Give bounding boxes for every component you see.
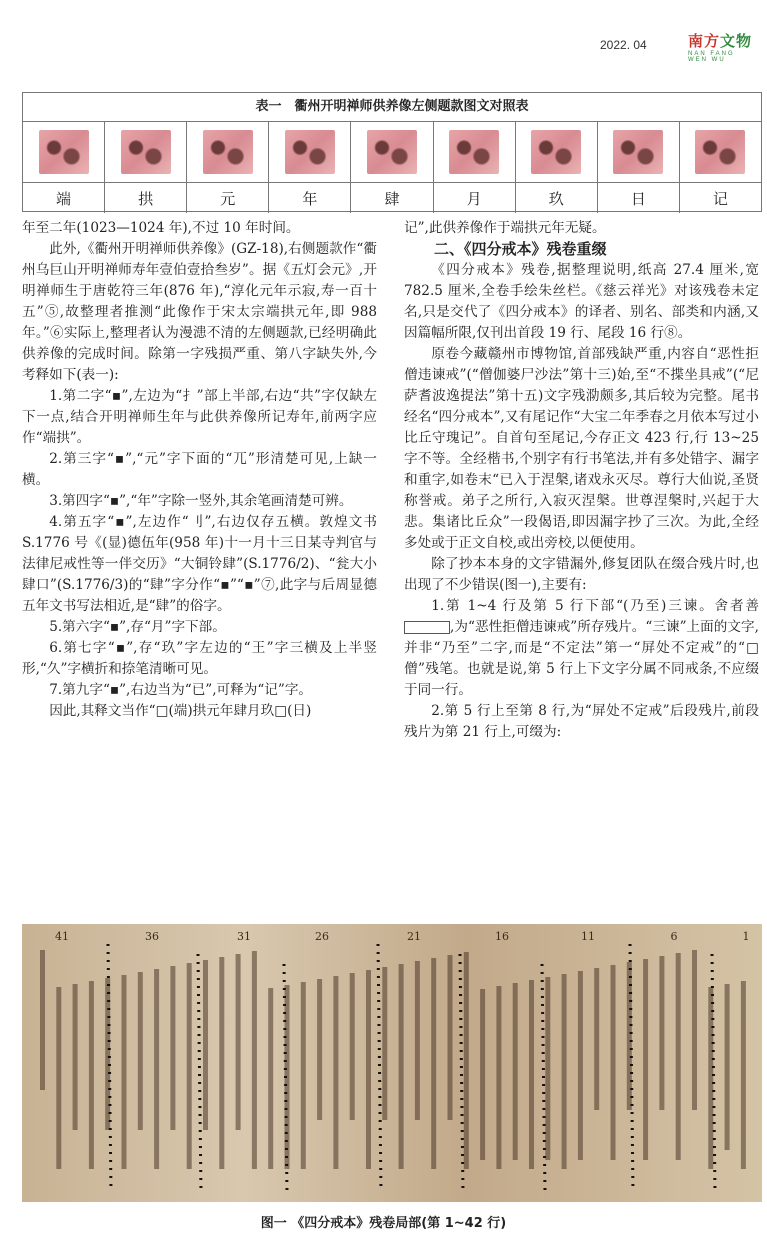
table-char-cell: 元 <box>187 183 269 213</box>
right-paragraphs <box>404 260 759 596</box>
manuscript-text-column <box>122 975 127 1169</box>
table-image-cell <box>269 122 351 182</box>
section-title: 二、《四分戒本》残卷重缀 <box>434 240 607 258</box>
inscription-fragment-image <box>39 130 89 174</box>
left-paragraph: 3.第四字“▪”,“年”字除一竖外,其余笔画清楚可辨。 <box>49 493 353 509</box>
manuscript-text-column <box>268 988 273 1169</box>
line-number-label: 21 <box>407 930 421 943</box>
right-item-2: 2.第 5 行上至第 8 行,为“屏处不定戒”后段残片,前段残片为第 21 行上,可缀为: <box>404 703 759 740</box>
left-paragraph: 7.第九字“▪”,右边当为“已”,可释为“记”字。 <box>49 682 313 698</box>
inscription-fragment-image <box>613 130 663 174</box>
left-paragraph: 因此,其释文当作“□(端)拱元年肆月玖□(日) <box>49 703 312 719</box>
manuscript-text-column <box>480 989 485 1160</box>
right-intro: 记”,此供养像作于端拱元年无疑。 <box>404 220 606 236</box>
logo-pinyin: NAN FANG WEN WU <box>688 51 735 63</box>
table-image-cell <box>351 122 433 182</box>
table-char-cell: 月 <box>434 183 516 213</box>
comparison-table <box>22 92 762 212</box>
splice-marker-line <box>542 964 545 1192</box>
table-image-cell <box>516 122 598 182</box>
table-char-cell: 年 <box>269 183 351 213</box>
table-image-cell <box>434 122 516 182</box>
right-paragraph: 原卷今藏赣州市博物馆,首部残缺严重,内容自“恶性拒僧违谏戒”(“僧伽婆尸沙法”第十三)始,至“不揲坐具戒”(“尼萨耆波逸提法”第十五)文字残泐颇多,其后较为完整。尾书经名“四分戒本”,又有尾记作“大宝二年季春之月依本写过小比丘守瑰记”。自首句至尾记,今存正文 423 行,行 13~25 字不等。全经楷书,个别字有行书笔法,并有多处错字、漏字和重字,如卷末“已入于涅槃,诸戏永灭尽。尊行大仙说,圣贤称誉戒。弟子之所行,入寂灭涅槃。世尊涅槃时,兴起于大悲。集诸比丘众”一段偈语,即因漏字抄了三次。为此,全经多处或于正文自校,或出旁校,以便使用。 <box>404 346 759 551</box>
table-char-cell: 肆 <box>351 183 433 213</box>
line-number-label: 1 <box>742 930 750 943</box>
inscription-fragment-image <box>285 130 335 174</box>
manuscript-text-column <box>513 983 518 1160</box>
manuscript-text-column <box>40 950 45 1090</box>
manuscript-text-column <box>138 972 143 1130</box>
splice-marker-line <box>460 954 463 1192</box>
table-image-cell <box>23 122 105 182</box>
manuscript-text-column <box>643 959 648 1160</box>
manuscript-image <box>22 924 762 1202</box>
manuscript-text-column <box>154 969 159 1169</box>
manuscript-text-column <box>545 977 550 1160</box>
manuscript-text-column <box>170 966 175 1130</box>
left-paragraph: 5.第六字“▪”,存“月”字下部。 <box>49 619 226 635</box>
left-paragraph: 6.第七字“▪”,存“玖”字左边的“王”字三横及上半竖形,“久”字横折和捺笔清晰可见。 <box>22 640 377 677</box>
blank-box <box>404 621 450 634</box>
table-char-cell: 日 <box>598 183 680 213</box>
manuscript-text-column <box>73 984 78 1130</box>
manuscript-text-column <box>725 984 730 1150</box>
left-paragraph: 年至二年(1023—1024 年),不过 10 年时间。 <box>22 220 300 236</box>
manuscript-text-column <box>578 971 583 1160</box>
manuscript-figure <box>22 924 762 1202</box>
manuscript-text-column <box>252 951 257 1169</box>
manuscript-text-column <box>431 958 436 1169</box>
table-image-cell <box>105 122 187 182</box>
table-image-cell <box>187 122 269 182</box>
table-char-cell: 记 <box>712 189 728 208</box>
table-image-cell <box>598 122 680 182</box>
manuscript-text-column <box>562 974 567 1169</box>
line-number-label: 11 <box>581 930 595 943</box>
left-paragraph: 4.第五字“▪”,左边作“刂”,右边仅存五横。敦煌文书 S.1776 号《(显)德伍年(958 年)十一月十三日某寺判官与法律尼戒性等一伴交历》“大铜铃肆”(S.1776/2)、“瓮大小肆口”(S.1776/3)的“肆”字分作“▪”“▪”⑦,此字与后周显德五年文书写法相近,是“肆”的俗字。 <box>22 514 377 614</box>
inscription-fragment-image <box>367 130 417 174</box>
left-column <box>22 218 377 722</box>
manuscript-text-column <box>219 957 224 1169</box>
manuscript-text-column <box>659 956 664 1110</box>
line-number-label: 41 <box>55 930 69 943</box>
line-number-label: 16 <box>495 930 509 943</box>
table-char-cell: 端 <box>23 183 105 213</box>
right-paragraph: 《四分戒本》残卷,据整理说明,纸高 27.4 厘米,宽 782.5 厘米,全卷手绘朱丝栏。《慈云祥光》对该残卷未定名,只是交代了《四分戒本》的译者、别名、部类和内涵,又因篇幅所限,仅刊出首段 19 行、尾段 16 行⑧。 <box>404 262 759 341</box>
right-column <box>404 218 759 743</box>
manuscript-text-column <box>496 986 501 1169</box>
manuscript-text-column <box>676 953 681 1160</box>
manuscript-text-column <box>89 981 94 1169</box>
line-number-label: 36 <box>145 930 159 943</box>
manuscript-text-column <box>708 987 713 1169</box>
splice-marker-line <box>198 954 201 1192</box>
journal-logo <box>688 30 758 64</box>
table-char-cell: 玖 <box>516 183 598 213</box>
manuscript-text-column <box>301 982 306 1169</box>
inscription-fragment-image <box>203 130 253 174</box>
table-image-cell <box>680 122 761 182</box>
manuscript-text-column <box>448 955 453 1120</box>
left-paragraph: 此外,《衢州开明禅师供养像》(GZ-18),右侧题款作“衢州乌巨山开明禅师寿年壹伯壹拾叁岁”。据《五灯会元》,开明禅师生于唐乾符三年(876 年),“淳化元年示寂,寿一百十五”⑤,故整理者推测“此像作于宋太宗端拱元年,即 988 年。”⑥实际上,整理者认为漫漶不清的左侧题款,已经明确此供养像的完成时间。除第一字残损严重、第八字缺失外,今考释如下(表一): <box>22 241 377 383</box>
manuscript-text-column <box>187 963 192 1169</box>
left-paragraph: 1.第二字“▪”,左边为“扌”部上半部,右边“共”字仅缺左下一点,结合开明禅师生年与此供养像所记寿年,前两字应作“端拱”。 <box>22 388 377 446</box>
manuscript-text-column <box>415 961 420 1120</box>
table-char-cell: 拱 <box>105 183 187 213</box>
manuscript-text-column <box>399 964 404 1169</box>
table-char-row <box>23 183 761 213</box>
manuscript-text-column <box>333 976 338 1169</box>
inscription-fragment-image <box>695 130 745 174</box>
line-number-label: 6 <box>670 930 678 943</box>
manuscript-text-column <box>611 965 616 1160</box>
figure-caption: 图一 《四分戒本》残卷局部(第 1~42 行) <box>260 1216 507 1231</box>
manuscript-text-column <box>203 960 208 1130</box>
splice-marker-line <box>378 944 381 1192</box>
manuscript-text-column <box>382 967 387 1120</box>
table-title: 表一 衢州开明禅师供养像左侧题款图文对照表 <box>23 93 761 122</box>
manuscript-text-column <box>366 970 371 1169</box>
manuscript-text-column <box>56 987 61 1169</box>
issue-number: 2022. 04 <box>600 38 647 52</box>
inscription-fragment-image <box>121 130 171 174</box>
left-paragraph: 2.第三字“▪”,“元”字下面的“兀”形清楚可见,上缺一横。 <box>22 451 377 488</box>
line-number-label: 26 <box>315 930 329 943</box>
table-image-row <box>23 122 761 183</box>
manuscript-text-column <box>594 968 599 1110</box>
inscription-fragment-image <box>531 130 581 174</box>
right-paragraph: 除了抄本本身的文字错漏外,修复团队在缀合残片时,也出现了不少错误(图一),主要有: <box>404 556 759 593</box>
manuscript-text-column <box>529 980 534 1169</box>
manuscript-text-column <box>350 973 355 1120</box>
manuscript-text-column <box>692 950 697 1110</box>
manuscript-text-column <box>741 981 746 1169</box>
line-number-label: 31 <box>237 930 251 943</box>
logo-text: 南方文物 <box>688 32 753 50</box>
manuscript-text-column <box>236 954 241 1130</box>
manuscript-text-column <box>464 952 469 1169</box>
inscription-fragment-image <box>449 130 499 174</box>
manuscript-text-column <box>317 979 322 1120</box>
right-item-1: 1.第 1~4 行及第 5 行下部“(乃至)三谏。舍者善,为“恶性拒僧违谏戒”所存残片。“三谏”上面的文字,并非“乃至”二字,而是“不定法”第一“屏处不定戒”的“□僧”残笔。也就是说,第 5 行上下文字分属不同戒条,不应缀于同一行。 <box>404 598 759 698</box>
